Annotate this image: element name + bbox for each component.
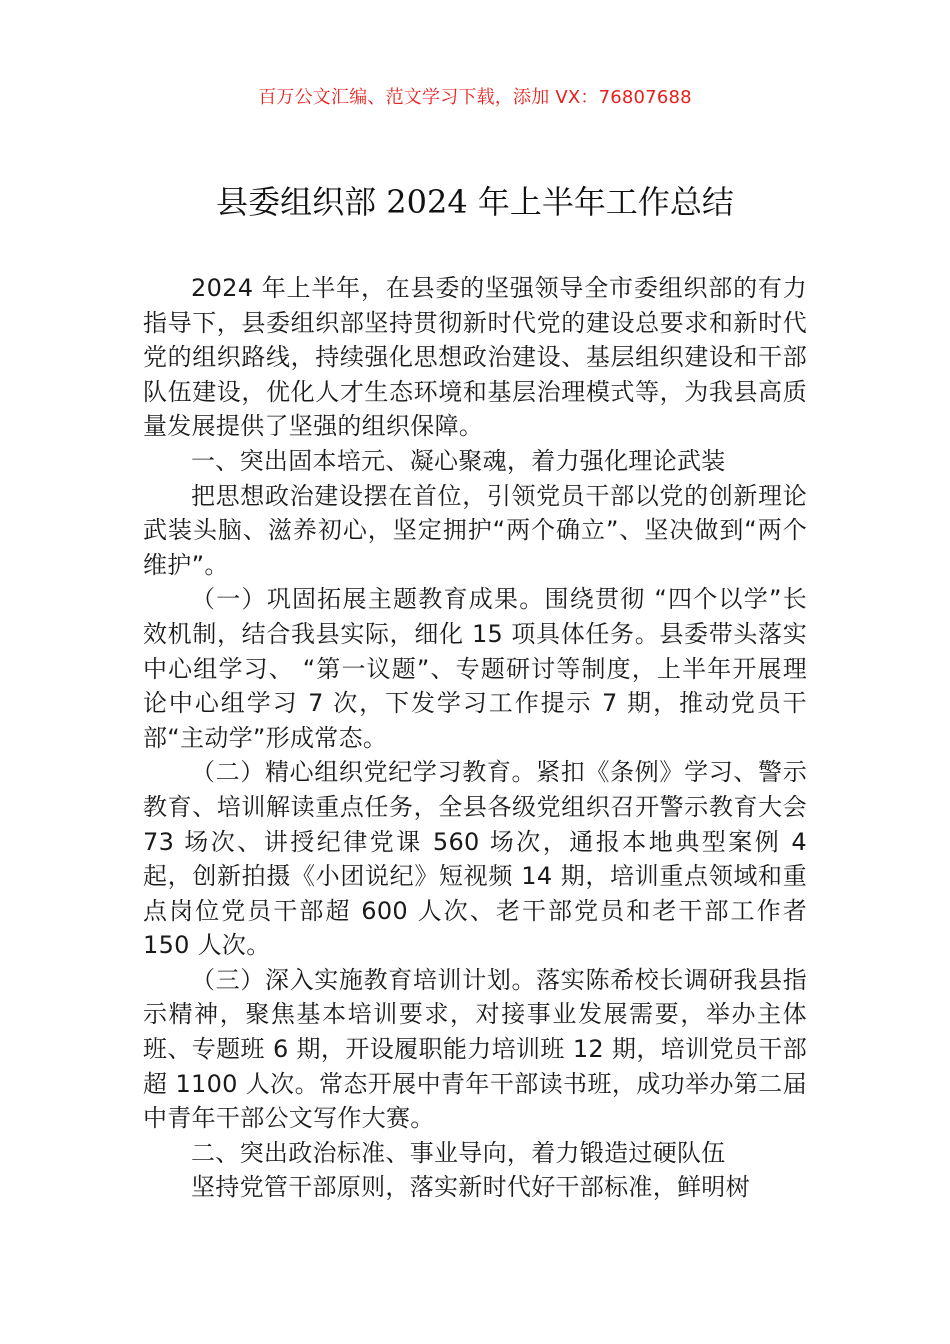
subsection-1-paragraph: （一）巩固拓展主题教育成果。围绕贯彻 “四个以学”长效机制，结合我县实际，细化 15 项具体任务。县委带头落实中心组学习、 “第一议题”、专题研讨等制度，上半年开展理论中心组学习 7 次，下发学习工作提示 7 期，推动党员干部“主动学”形成常态。	[143, 585, 807, 752]
subsection-2-paragraph: （二）精心组织党纪学习教育。紧扣《条例》学习、警示教育、培训解读重点任务，全县各级党组织召开警示教育大会 73 场次、讲授纪律党课 560 场次，通报本地典型案例 4 起，创新拍摄《小团说纪》短视频 14 期，培训重点领域和重点岗位党员干部超 600 人次、老干部党员和老干部工作者 150 人次。	[143, 758, 807, 960]
document-body	[143, 271, 807, 1205]
section-1-paragraph: 把思想政治建设摆在首位，引领党员干部以党的创新理论武装头脑、滋养初心，坚定拥护“两个确立”、坚决做到“两个维护”。	[143, 481, 807, 579]
subsection-3-paragraph: （三）深入实施教育培训计划。落实陈希校长调研我县指示精神，聚焦基本培训要求，对接事业发展需要，举办主体班、专题班 6 期，开设履职能力培训班 12 期，培训党员干部超 1100 人次。常态开展中青年干部读书班，成功举办第二届中青年干部公文写作大赛。	[143, 965, 807, 1133]
intro-paragraph: 2024 年上半年，在县委的坚强领导全市委组织部的有力指导下，县委组织部坚持贯彻新时代党的建设总要求和新时代党的组织路线，持续强化思想政治建设、基层组织建设和干部队伍建设，优化人才生态环境和基层治理模式等，为我县高质量发展提供了坚强的组织保障。	[143, 274, 807, 441]
watermark-text: 百万公文汇编、范文学习下载，添加 VX：76807688	[258, 87, 692, 108]
section-heading-2: 二、突出政治标准、事业导向，着力锻造过硬队伍	[191, 1138, 726, 1167]
page-title: 县委组织部 2024 年上半年工作总结	[216, 183, 734, 221]
section-2-paragraph: 坚持党管干部原则，落实新时代好干部标准，鲜明树	[191, 1173, 750, 1202]
section-heading-1: 一、突出固本培元、凝心聚魂，着力强化理论武装	[191, 446, 726, 475]
